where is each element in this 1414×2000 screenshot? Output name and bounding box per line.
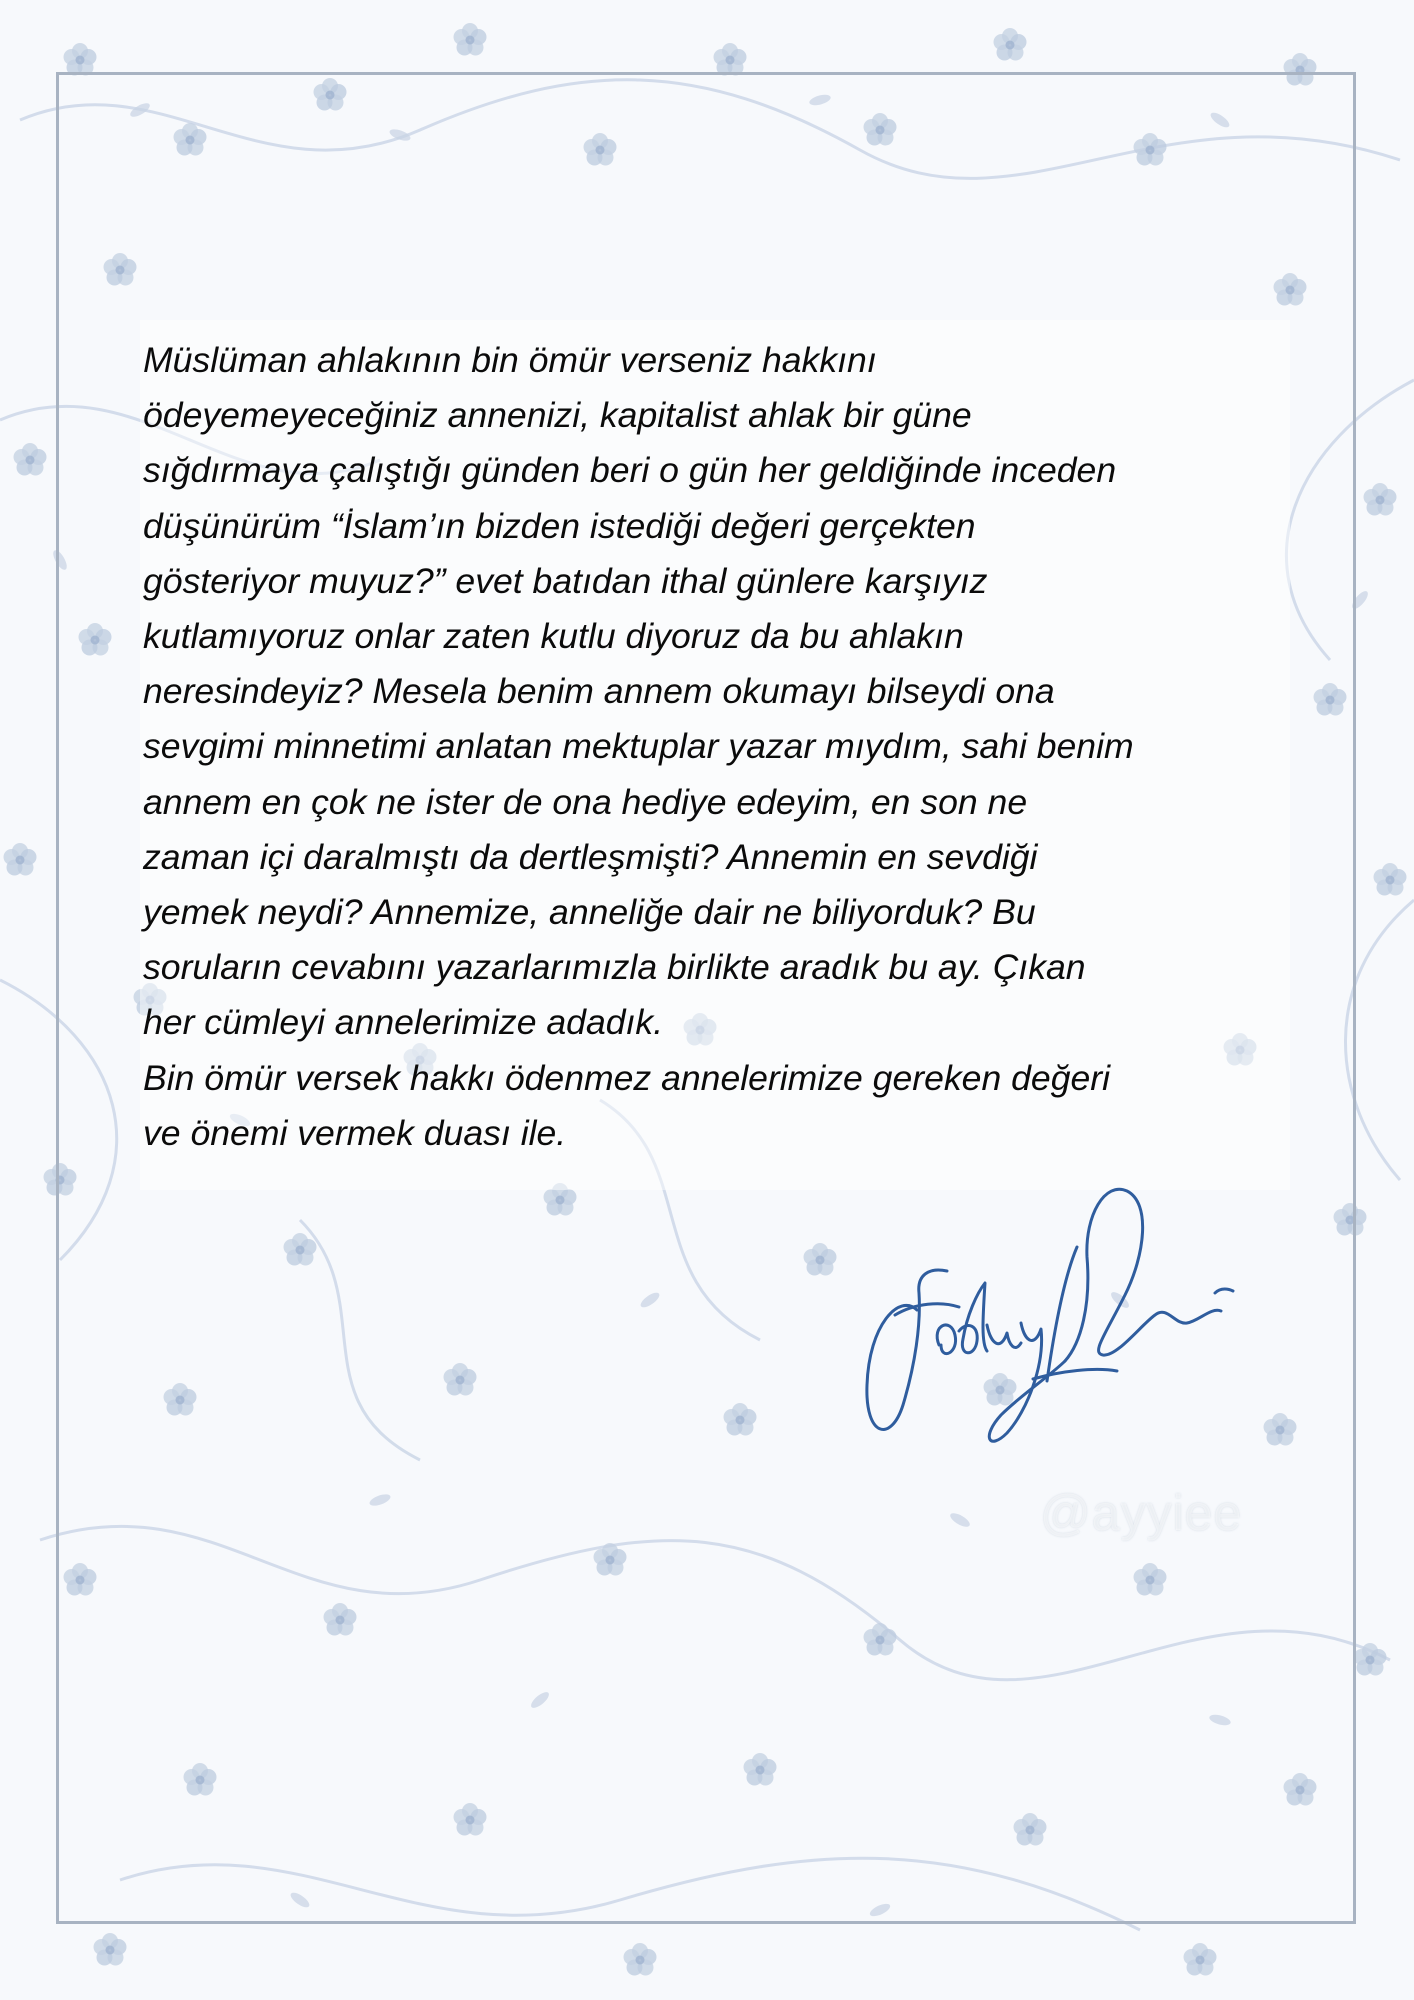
letter-line: ve önemi vermek duası ile. [143, 1112, 567, 1153]
letter-line: sığdırmaya çalıştığı günden beri o gün her geldiğinde inceden [143, 450, 1117, 491]
letter-line: sevgimi minnetimi anlatan mektuplar yazar mıydım, sahi benim [143, 726, 1134, 767]
letter-line: düşünürüm “İslam’ın bizden istediği değeri gerçekten [143, 505, 976, 546]
watermark-text: @ayyiee [1040, 1485, 1243, 1541]
letter-line: soruların cevabını yazarlarımızla birlikte aradık bu ay. Çıkan [143, 947, 1086, 988]
letter-line: Bin ömür versek hakkı ödenmez annelerimize gereken değeri [143, 1057, 1111, 1098]
letter-line: ödeyemeyeceğiniz annenizi, kapitalist ahlak bir güne [143, 395, 972, 436]
letter-body [143, 333, 1283, 1161]
letter-line: Müslüman ahlakının bin ömür verseniz hakkını [143, 340, 877, 380]
letter-line: gösteriyor muyuz?” evet batıdan ithal günlere karşıyız [143, 560, 988, 601]
letter-line: annem en çok ne ister de ona hediye edeyim, en son ne [143, 781, 1028, 822]
letter-line: yemek neydi? Annemize, anneliğe dair ne biliyorduk? Bu [143, 892, 1036, 933]
letter-line: her cümleyi annelerimize adadık. [143, 1002, 664, 1043]
letter-line: neresindeyiz? Mesela benim annem okumayı bilseydi ona [143, 671, 1055, 712]
signature-image [855, 1175, 1285, 1475]
letter-line: kutlamıyoruz onlar zaten kutlu diyoruz da bu ahlakın [143, 616, 964, 657]
letter-line: zaman içi daralmıştı da dertleşmişti? Annemin en sevdiği [143, 836, 1038, 877]
